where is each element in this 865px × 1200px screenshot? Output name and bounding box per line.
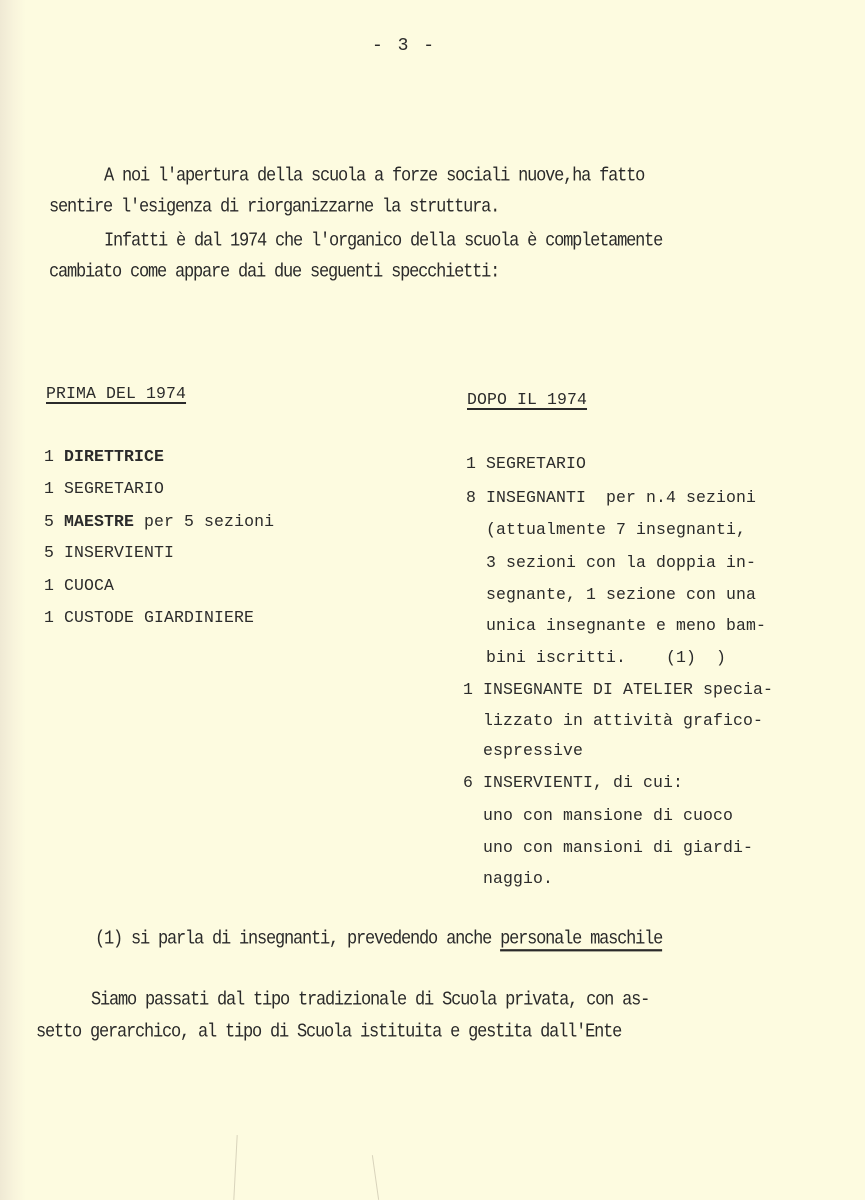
paper-crease (372, 1155, 379, 1200)
staff-role: MAESTRE (64, 512, 135, 531)
staff-count: 1 (44, 608, 55, 627)
intro-paragraph-2-line-2: cambiato come appare dai due seguenti specchietti: (49, 262, 500, 284)
list-line: 1 INSEGNANTE DI ATELIER specia- (463, 680, 774, 699)
intro-paragraph-1-line-1: A noi l'apertura della scuola a forze sociali nuove,ha fatto (104, 166, 645, 188)
list-item (44, 479, 164, 499)
list-line: 8 INSEGNANTI per n.4 sezioni (466, 488, 757, 507)
intro-paragraph-2-line-1: Infatti è dal 1974 che l'organico della scuola è completamente (104, 231, 663, 253)
list-line: naggio. (463, 869, 554, 888)
footnote (95, 929, 662, 951)
closing-paragraph-line-2: setto gerarchico, al tipo di Scuola istituita e gestita dall'Ente (36, 1022, 622, 1044)
list-line: uno con mansione di cuoco (463, 806, 734, 825)
list-line: bini iscritti. (1) ) (466, 648, 727, 667)
paper-crease (233, 1135, 237, 1200)
footnote-underlined-text: personale maschile (500, 929, 663, 951)
list-item (44, 512, 274, 532)
list-line: 3 sezioni con la doppia in- (466, 553, 757, 572)
list-line: lizzato in attività grafico- (463, 711, 764, 730)
staff-role: DIRETTRICE (64, 447, 165, 466)
staff-role: CUOCA (64, 576, 115, 595)
list-line: espressive (463, 741, 584, 760)
staff-count: 5 (44, 543, 55, 562)
list-line: 1 SEGRETARIO (466, 454, 587, 473)
footnote-text: (1) si parla di insegnanti, prevedendo anche (95, 929, 501, 951)
intro-paragraph-1-line-2: sentire l'esigenza di riorganizzarne la struttura. (49, 197, 500, 219)
staff-role: CUSTODE GIARDINIERE (64, 608, 255, 627)
staff-count: 5 (44, 512, 55, 531)
after-1974-heading: DOPO IL 1974 (467, 390, 588, 409)
staff-count: 1 (44, 576, 55, 595)
staff-count: 1 (44, 479, 55, 498)
list-line: unica insegnante e meno bam- (466, 616, 767, 635)
staff-role: INSERVIENTI (64, 543, 175, 562)
before-1974-heading: PRIMA DEL 1974 (46, 384, 187, 403)
list-item (44, 576, 114, 596)
staff-role: SEGRETARIO (64, 479, 165, 498)
list-item (44, 447, 164, 467)
list-line: (attualmente 7 insegnanti, (466, 520, 747, 539)
page-number: - 3 - (372, 36, 437, 56)
list-line: uno con mansioni di giardi- (463, 838, 754, 857)
list-line: segnante, 1 sezione con una (466, 585, 757, 604)
closing-paragraph-line-1: Siamo passati dal tipo tradizionale di Scuola privata, con as- (91, 990, 650, 1012)
list-line: 6 INSERVIENTI, di cui: (463, 773, 684, 792)
staff-count: 1 (44, 447, 55, 466)
list-item (44, 608, 254, 628)
staff-note: per 5 sezioni (134, 512, 275, 531)
list-item (44, 543, 174, 563)
